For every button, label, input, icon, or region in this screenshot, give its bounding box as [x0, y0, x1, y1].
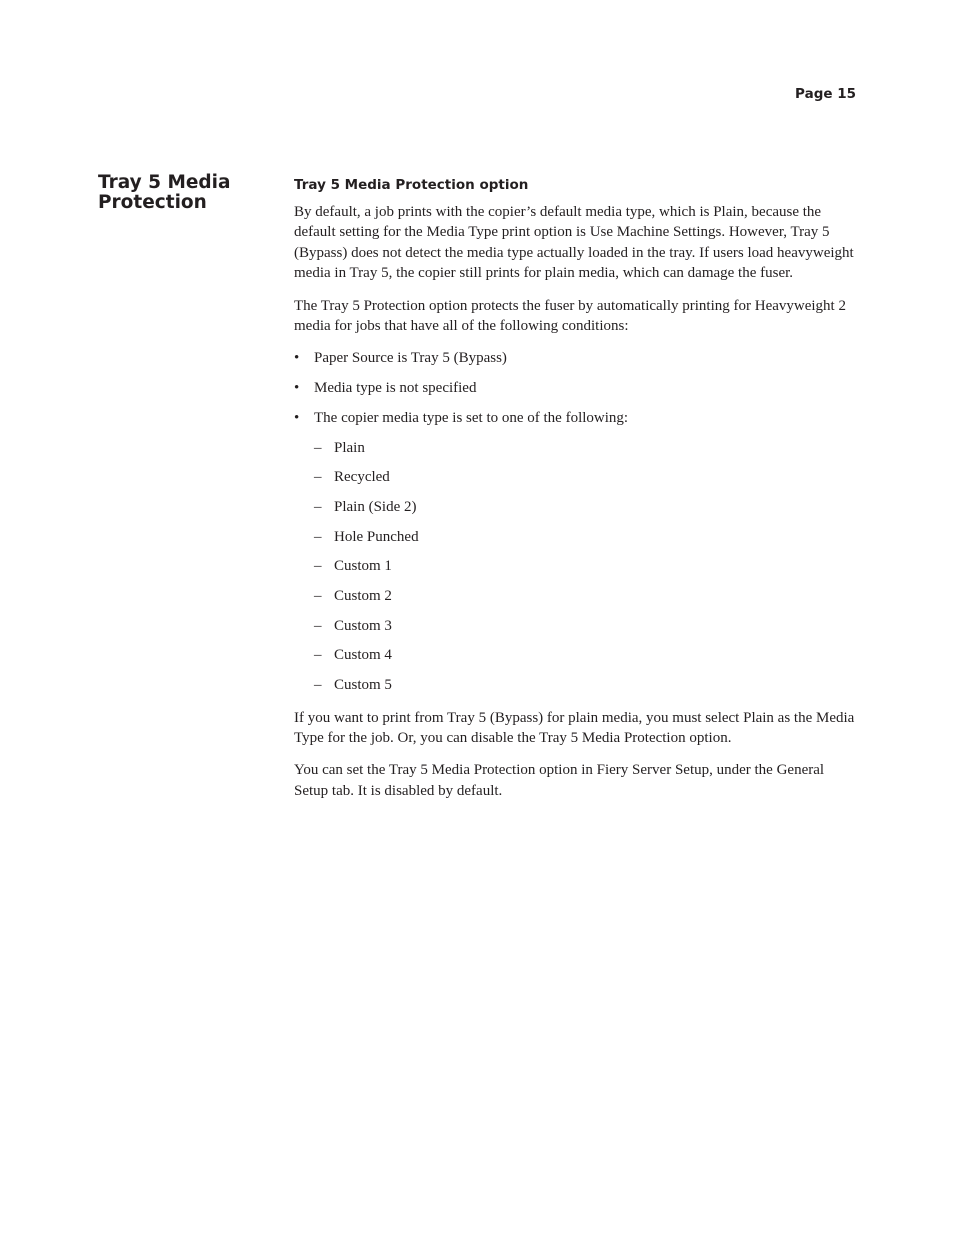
page-number: Page 15: [795, 86, 856, 102]
list-item: [294, 378, 856, 398]
bullet-marker: •: [294, 350, 300, 367]
dash-marker: –: [314, 617, 322, 634]
list-item: [294, 348, 856, 368]
media-type-list: [314, 438, 856, 696]
section-title: Tray 5 Media Protection: [98, 172, 231, 213]
sub-list-item-text: Recycled: [334, 469, 390, 486]
sub-list-item: [314, 675, 856, 695]
sub-list-item: [314, 586, 856, 606]
dash-marker: –: [314, 528, 322, 545]
sub-list-item: [314, 497, 856, 517]
sub-list-item: [314, 645, 856, 665]
subheading: Tray 5 Media Protection option: [294, 177, 529, 193]
sub-list-item-text: Plain (Side 2): [334, 498, 417, 515]
list-item-text: Paper Source is Tray 5 (Bypass): [314, 350, 507, 367]
dash-marker: –: [314, 469, 322, 486]
bullet-marker: •: [294, 380, 300, 397]
conditions-list: [294, 348, 856, 695]
sub-list-item: [314, 438, 856, 458]
sub-list-item-text: Custom 2: [334, 588, 392, 605]
dash-marker: –: [314, 647, 322, 664]
sub-list-item-text: Custom 1: [334, 558, 392, 575]
list-item-text: Media type is not specified: [314, 380, 477, 397]
sub-list-item-text: Custom 4: [334, 647, 392, 664]
plain-media-paragraph: If you want to print from Tray 5 (Bypass) for plain media, you must select Plain as the Media Type for the job. Or, you can disable the Tray 5 Media Protection option.: [294, 709, 855, 746]
sub-list-item-text: Plain: [334, 439, 365, 456]
dash-marker: –: [314, 588, 322, 605]
protection-paragraph: The Tray 5 Protection option protects the fuser by automatically printing for Heavyweight 2 media for jobs that have all of the following conditions:: [294, 297, 846, 335]
list-item-text: The copier media type is set to one of the following:: [314, 409, 629, 426]
dash-marker: –: [314, 677, 322, 694]
list-item: [294, 408, 856, 696]
sub-list-item-text: Custom 5: [334, 677, 392, 694]
bullet-marker: •: [294, 409, 300, 426]
main-content: [294, 176, 856, 813]
sub-list-item: [314, 616, 856, 636]
sub-list-item: [314, 527, 856, 547]
sub-list-item-text: Custom 3: [334, 617, 392, 634]
dash-marker: –: [314, 498, 322, 515]
sub-list-item-text: Hole Punched: [334, 528, 419, 545]
intro-paragraph: By default, a job prints with the copier’s default media type, which is Plain, because the default setting for the Media Type print option is Use Machine Settings. However, Tray 5 (Bypass) does not detect the media type actually loaded in the tray. If users load heavyweight media in Tray 5, the copier still prints for plain media, which can damage the fuser.: [294, 204, 854, 282]
setup-paragraph: You can set the Tray 5 Media Protection option in Fiery Server Setup, under the General Setup tab. It is disabled by default.: [294, 762, 825, 799]
sub-list-item: [314, 556, 856, 576]
dash-marker: –: [314, 439, 322, 456]
sub-list-item: [314, 467, 856, 487]
dash-marker: –: [314, 558, 322, 575]
